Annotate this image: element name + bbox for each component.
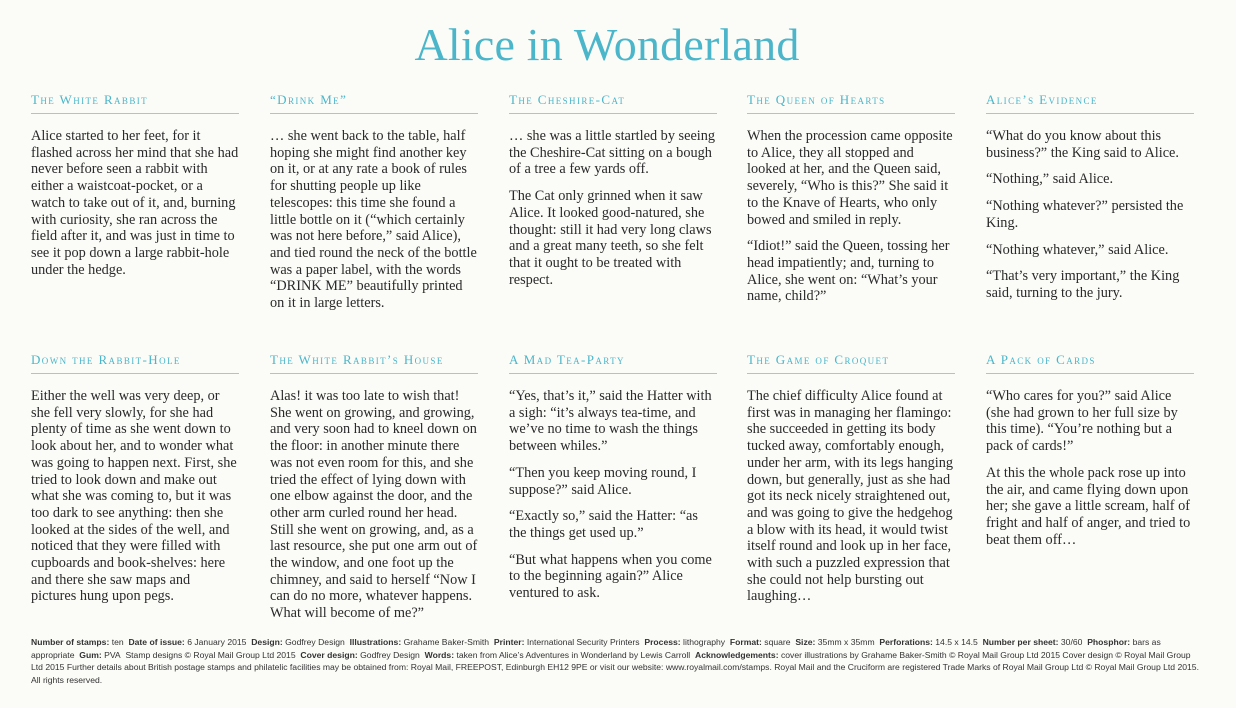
section-alices-evidence bbox=[986, 92, 1194, 312]
footer-label: Printer: bbox=[493, 637, 525, 647]
footer-value: Godfrey Design bbox=[285, 637, 345, 647]
section-paragraph: “But what happens when you come to the beginning again?” Alice ventured to ask. bbox=[509, 551, 712, 602]
footer-value: square bbox=[764, 637, 791, 647]
section-heading: “Drink Me” bbox=[270, 92, 478, 114]
section-paragraph: “That’s very important,” the King said, turning to the jury. bbox=[986, 268, 1180, 301]
footer-value: 6 January 2015 bbox=[187, 637, 247, 647]
section-paragraph: “What do you know about this business?” the King said to Alice. bbox=[986, 128, 1179, 161]
section-paragraph: Alice started to her feet, for it flashed across her mind that she had never before seen a rabbit with either a waistcoat-pocket, or a watch to take out of it, and, burning with curiosity, she ran across the field after it, and was just in time to see it pop down a large rabbit-hole under the hedge. bbox=[31, 128, 239, 278]
section-heading: The Cheshire-Cat bbox=[509, 92, 717, 114]
footer-label: Size: bbox=[795, 637, 816, 647]
section-paragraph: “Nothing whatever?” persisted the King. bbox=[986, 198, 1184, 231]
footer-value: PVA bbox=[104, 649, 121, 660]
footer-label: Phosphor: bbox=[1087, 637, 1131, 647]
footer-value: International Security Printers bbox=[526, 637, 640, 647]
footer-label: Perforations: bbox=[879, 637, 933, 647]
section-paragraph: Either the well was very deep, or she fell very slowly, for she had plenty of time as she went down to look about her, and to wonder what was going to happen next. First, she tried to look down and make out what she was coming to, but it was too dark to see anything: then she looked at the sides of the well, and noticed that they were filled with cupboards and book-shelves: here and there she saw maps and pictures hung upon pegs. bbox=[31, 388, 237, 605]
section-down-the-rabbit-hole bbox=[31, 352, 239, 615]
section-paragraph: Alas! it was too late to wish that! She went on growing, and growing, and very soon had to kneel down on the floor: in another minute there was not even room for this, and she tried the effect of lying down with one elbow against the door, and the other arm curled round her head. Still she went on growing, and, as a last resource, she put one arm out of the window, and one foot up the chimney, and said to herself “Now I can do no more, whatever happens. What will become of me?” bbox=[270, 388, 478, 622]
section-heading: Alice’s Evidence bbox=[986, 92, 1194, 114]
section-paragraph: At this the whole pack rose up into the air, and came flying down upon her; she gave a little scream, half of fright and half of anger, and tried to beat them off… bbox=[986, 464, 1191, 548]
footer-value: taken from Alice’s Adventures in Wonderland by Lewis Carroll bbox=[456, 649, 691, 660]
footer-value: lithography bbox=[683, 637, 726, 647]
footer-value: ten bbox=[111, 637, 124, 647]
footer-label: Words: bbox=[424, 649, 455, 660]
footer-value: 30/60 bbox=[1060, 637, 1083, 647]
section-paragraph: “Nothing whatever,” said Alice. bbox=[986, 241, 1169, 258]
section-game-of-croquet bbox=[747, 352, 955, 615]
section-heading: The White Rabbit bbox=[31, 92, 239, 114]
section-queen-of-hearts bbox=[747, 92, 955, 315]
section-paragraph: “Idiot!” said the Queen, tossing her head impatiently; and, turning to Alice, she went on: “What’s your name, child?” bbox=[747, 238, 950, 305]
section-drink-me bbox=[270, 92, 478, 322]
section-paragraph: “Nothing,” said Alice. bbox=[986, 171, 1114, 188]
section-paragraph: When the procession came opposite to Alice, they all stopped and looked at her, and the Queen said, severely, “Who is this?” She said it to the Knave of Hearts, who only bowed and smiled in reply. bbox=[747, 128, 953, 228]
section-white-rabbit bbox=[31, 92, 239, 288]
footer-label: Number of stamps: bbox=[31, 637, 110, 647]
footer-label: Design: bbox=[251, 637, 283, 647]
footer-label: Cover design: bbox=[300, 649, 358, 660]
section-pack-of-cards bbox=[986, 352, 1194, 558]
section-heading: Down the Rabbit-Hole bbox=[31, 352, 239, 374]
footer-value: bars as appropriate bbox=[31, 637, 1161, 660]
footer-value: 14.5 x 14.5 bbox=[935, 637, 978, 647]
section-heading: The Game of Croquet bbox=[747, 352, 955, 374]
section-heading: A Mad Tea-Party bbox=[509, 352, 717, 374]
section-paragraph: “Yes, that’s it,” said the Hatter with a sigh: “it’s always tea-time, and we’ve no time to wash the things between whiles.” bbox=[509, 388, 712, 455]
stamp-details-footer bbox=[31, 636, 1201, 686]
footer-value: Stamp designs © Royal Mail Group Ltd 2015 bbox=[125, 649, 296, 660]
footer-label: Date of issue: bbox=[128, 637, 185, 647]
footer-value: 35mm x 35mm bbox=[817, 637, 875, 647]
section-paragraph: … she went back to the table, half hoping she might find another key on it, or at any rate a book of rules for shutting people up like telescopes: this time she found a little bottle on it (“which certainly was not here before,” said Alice), and tied round the neck of the bottle was a paper label, with the words “DRINK ME” beautifully printed on it in large letters. bbox=[270, 128, 477, 312]
footer-label: Process: bbox=[644, 637, 681, 647]
page-title: Alice in Wonderland bbox=[414, 19, 800, 70]
section-paragraph: “Who cares for you?” said Alice (she had grown to her full size by this time). “You’re nothing but a pack of cards!” bbox=[986, 388, 1178, 455]
section-paragraph: The chief difficulty Alice found at first was in managing her flamingo: she succeeded in getting its body tucked away, comfortably enough, under her arm, with its legs hanging down, but generally, just as she had got its neck nicely straightened out, and was going to give the hedgehog a blow with its head, it would twist itself round and look up in her face, with such a puzzled expression that she could not help bursting out laughing… bbox=[747, 388, 954, 605]
section-paragraph: … she was a little startled by seeing the Cheshire-Cat sitting on a bough of a tree a few yards off. bbox=[509, 128, 716, 178]
footer-label: Format: bbox=[729, 637, 762, 647]
footer-label: Acknowledgements: bbox=[694, 649, 779, 660]
section-paragraph: The Cat only grinned when it saw Alice. It looked good-natured, she thought: still it had very long claws and a great many teeth, so she felt that it ought to be treated with respect. bbox=[509, 188, 712, 288]
section-paragraph: “Then you keep moving round, I suppose?” said Alice. bbox=[509, 464, 697, 498]
section-paragraph: “Exactly so,” said the Hatter: “as the things get used up.” bbox=[509, 508, 698, 541]
section-mad-tea-party bbox=[509, 352, 717, 612]
footer-value: Godfrey Design bbox=[360, 649, 420, 660]
footer-label: Illustrations: bbox=[349, 637, 402, 647]
footer-label: Gum: bbox=[79, 649, 102, 660]
section-white-rabbits-house bbox=[270, 352, 478, 632]
footer-value: Grahame Baker-Smith bbox=[403, 637, 490, 647]
section-heading: A Pack of Cards bbox=[986, 352, 1194, 374]
section-heading: The White Rabbit’s House bbox=[270, 352, 478, 374]
footer-label: Number per sheet: bbox=[982, 637, 1059, 647]
footer-value: cover illustrations by Grahame Baker-Smith © Royal Mail Group Ltd 2015 Cover design © Royal Mail Group Ltd 2015 Further details about British postage stamps and philatelic facilities may be obtained from: Royal Mail, FREEPOST, Edinburgh EH12 9PE or visit our website: www.royalmail.com/stamps. Royal Mail and the Cruciform are registered Trade Marks of Royal Mail Group Ltd © Royal Mail Group Ltd 2015. All rights reserved. bbox=[31, 649, 1199, 685]
section-cheshire-cat bbox=[509, 92, 717, 298]
section-heading: The Queen of Hearts bbox=[747, 92, 955, 114]
